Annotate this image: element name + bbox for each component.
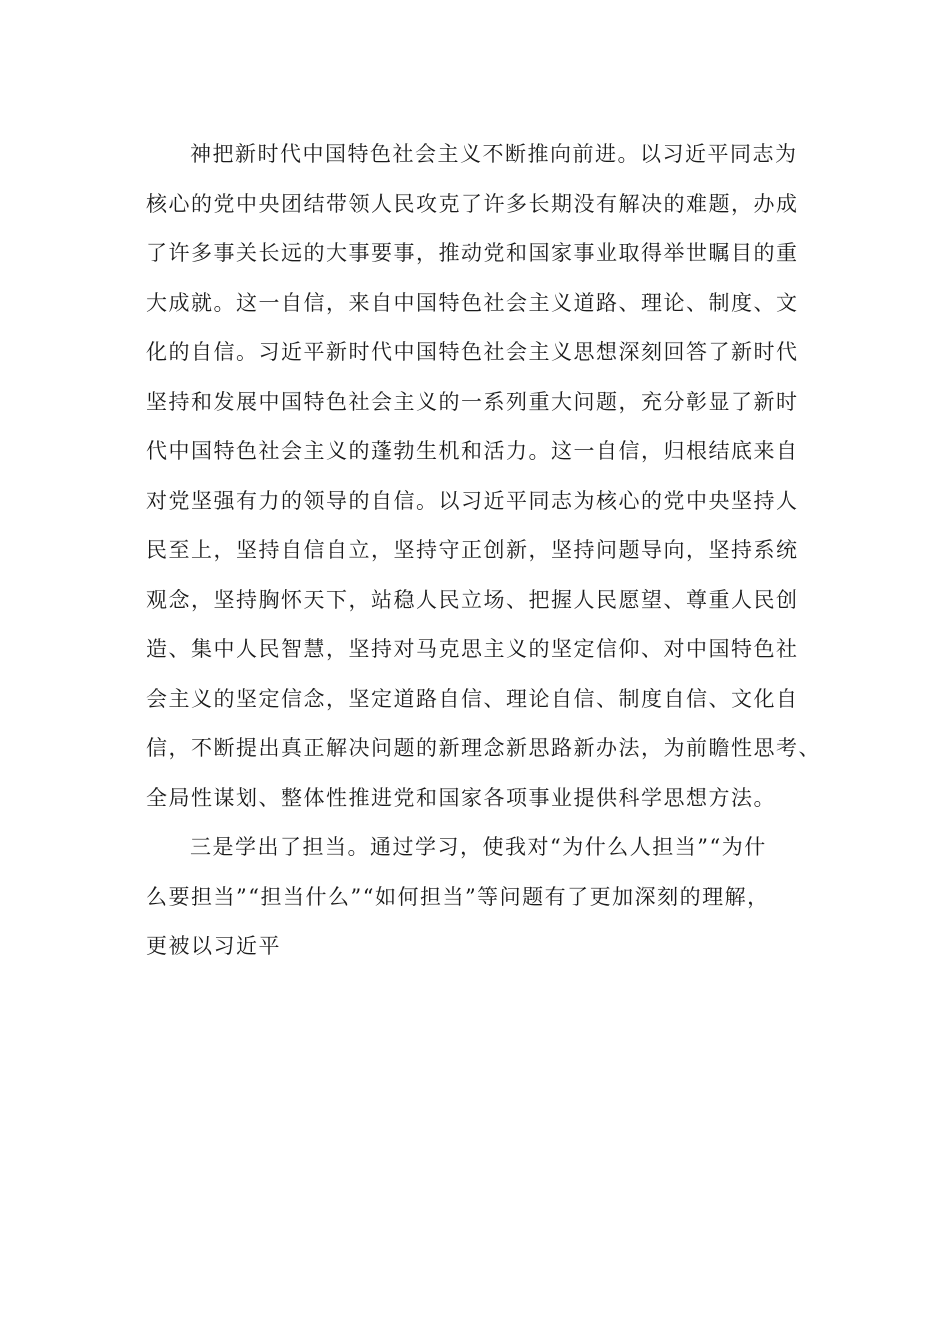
text-line: 坚持和发展中国特色社会主义的一系列重大问题，充分彰显了新时 [146, 389, 799, 414]
text-line: 三是学出了担当。通过学习，使我对“为什么人担当”“为什 [190, 835, 767, 859]
text-line: 神把新时代中国特色社会主义不断推向前进。以习近平同志为 [190, 142, 798, 166]
text-line: 会主义的坚定信念，坚定道路自信、理论自信、制度自信、文化自 [146, 686, 799, 711]
text-line: 大成就。这一自信，来自中国特色社会主义道路、理论、制度、文 [146, 290, 799, 315]
text-line: 民至上，坚持自信自立，坚持守正创新，坚持问题导向，坚持系统 [146, 538, 799, 562]
text-line: 对党坚强有力的领导的自信。以习近平同志为核心的党中央坚持人 [146, 488, 799, 513]
text-line: 全局性谋划、整体性推进党和国家各项事业提供科学思想方法。 [146, 785, 776, 810]
text-line: 观念，坚持胸怀天下，站稳人民立场、把握人民愿望、尊重人民创 [146, 587, 799, 612]
text-line: 更被以习近平 [146, 934, 281, 958]
text-line: 了许多事关长远的大事要事，推动党和国家事业取得举世瞩目的重 [146, 241, 799, 265]
text-line: 么要担当”“担当什么”“如何担当”等问题有了更加深刻的理解， [146, 884, 770, 909]
text-line: 化的自信。习近平新时代中国特色社会主义思想深刻回答了新时代 [146, 340, 799, 364]
text-line: 代中国特色社会主义的蓬勃生机和活力。这一自信，归根结底来自 [146, 439, 799, 463]
body-text [146, 130, 836, 972]
text-line: 信，不断提出真正解决问题的新理念新思路新办法，为前瞻性思考、 [146, 736, 821, 760]
text-line: 核心的党中央团结带领人民攻克了许多长期没有解决的难题，办成 [146, 191, 799, 216]
text-line: 造、集中人民智慧，坚持对马克思主义的坚定信仰、对中国特色社 [146, 637, 799, 661]
